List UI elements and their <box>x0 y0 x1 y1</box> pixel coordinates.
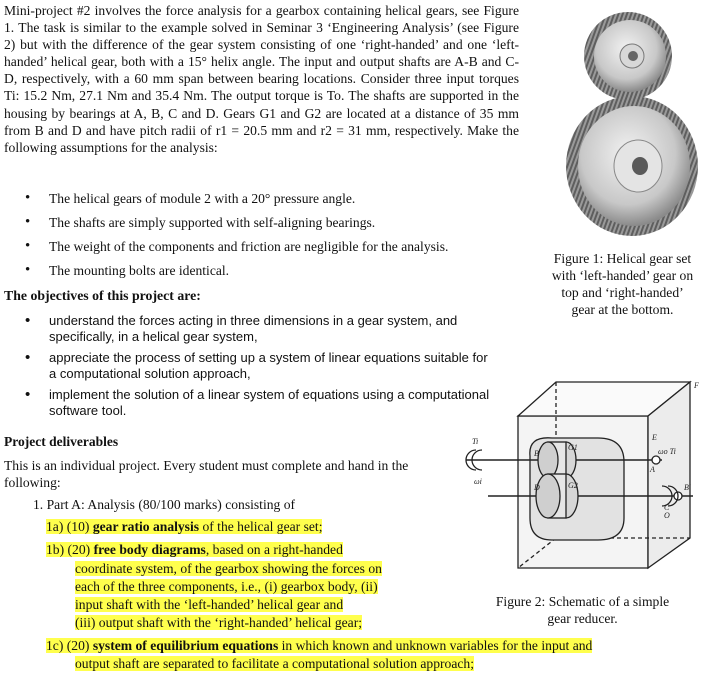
bearing-a <box>652 456 660 464</box>
figure1-caption <box>530 250 715 318</box>
item-1b-number: 1b) (20) <box>46 542 94 557</box>
label-ti: Ti <box>472 437 479 446</box>
list-item: • The shafts are simply supported with self-aligning bearings. <box>4 214 524 238</box>
item-1b-rest: , based on a right-handed <box>205 542 343 557</box>
label-c: C <box>664 503 670 512</box>
item-1b-line3-text: each of the three components, i.e., (i) gearbox body, (ii) <box>75 579 378 594</box>
item-1b-line2-text: coordinate system, of the gearbox showing the forces on <box>75 561 382 576</box>
label-wi: ωi <box>474 477 482 486</box>
intro-paragraph: Mini-project #2 involves the force analysis for a gearbox containing helical gears, see Figure 1. The task is similar to the example solved in Seminar 3 ‘Engineering Analysis’ (see Figure 2) but with the difference of the gear system consisting of one ‘right-handed’ and one ‘left-handed’ helical gear, both with a 15° helix angle. The input and output shafts are A-B and C-D, respectively, with a 60 mm span between bearing locations. Consider three input torques Ti: 15.2 Nm, 27.1 Nm and 35.4 Nm. The output torque is To. The shafts are supported in the housing by bearings at A, B, C and D. Gears G1 and G2 are located at a distance of 35 mm from B and D and have pitch radii of r1 = 20.5 mm and r2 = 31 mm, respectively. Make the following assumptions for the analysis: <box>4 3 519 155</box>
figure1-caption-line: gear at the bottom. <box>571 302 674 317</box>
item-1b-line4 <box>75 596 343 613</box>
item-1a <box>46 518 322 535</box>
item-1b <box>46 541 343 558</box>
top-gear-bore <box>628 51 638 61</box>
deliverables-intro: This is an individual project. Every student must complete and hand in the following: <box>4 458 409 490</box>
label-b: B <box>534 449 539 458</box>
gear-g1-face <box>538 442 558 478</box>
bottom-gear-bore <box>632 157 648 175</box>
figure1-caption-line: with ‘left-handed’ gear on <box>551 268 694 283</box>
item-1a-rest: of the helical gear set; <box>199 519 323 534</box>
list-item: • appreciate the process of setting up a system of linear equations suitable for a computational solution approach, <box>4 350 494 382</box>
list-item: • The helical gears of module 2 with a 20° pressure angle. <box>4 190 524 214</box>
label-d: D <box>534 483 540 492</box>
item-1a-number: 1a) (10) <box>46 519 93 534</box>
label-e: E <box>652 433 657 442</box>
objectives-list <box>4 313 494 424</box>
item-1b-line2 <box>75 560 382 577</box>
figure2-caption-line: gear reducer. <box>547 611 618 626</box>
part-a-item: 1. Part A: Analysis (80/100 marks) consisting of <box>33 497 296 512</box>
item-1b-bold: free body diagrams <box>93 542 206 557</box>
list-item: • implement the solution of a linear system of equations using a computational software tool. <box>4 387 494 419</box>
item-1c-number: 1c) (20) <box>46 638 93 653</box>
assumptions-list <box>4 190 524 286</box>
label-o: O <box>664 511 670 520</box>
figure1-gear-illustration <box>560 8 710 248</box>
figure1-caption-line: Figure 1: Helical gear set <box>553 251 692 266</box>
label-g1: G1 <box>568 443 578 452</box>
item-1b-line4-text: input shaft with the ‘left-handed’ helical gear and <box>75 597 344 612</box>
item-1b-line5-text: (iii) output shaft with the ‘right-handed’ helical gear; <box>75 615 363 630</box>
figure1-caption-line: top and ‘right-handed’ <box>561 285 684 300</box>
list-item: • The mounting bolts are identical. <box>4 262 524 286</box>
item-1b-line3 <box>75 578 378 595</box>
item-1a-bold: gear ratio analysis <box>92 519 200 534</box>
gear-g2-face <box>536 474 560 518</box>
label-g2: G2 <box>568 481 578 490</box>
item-1b-line5 <box>75 614 362 631</box>
objectives-heading: The objectives of this project are: <box>4 288 201 303</box>
deliverables-heading: Project deliverables <box>4 434 119 449</box>
item-1c-line2-text: output shaft are separated to facilitate a computational solution approach; <box>75 656 474 671</box>
label-f: F <box>694 381 699 390</box>
figure2-caption-line: Figure 2: Schematic of a simple <box>495 594 670 609</box>
figure2-caption <box>465 593 700 627</box>
list-item: • understand the forces acting in three dimensions in a gear system, and specifically, in a helical gear system, <box>4 313 494 345</box>
item-1c-bold: system of equilibrium equations <box>92 638 279 653</box>
figure2-gear-reducer-schematic <box>448 378 716 590</box>
list-item: • The weight of the components and friction are negligible for the analysis. <box>4 238 524 262</box>
item-1c <box>46 637 592 654</box>
label-a: A <box>650 465 655 474</box>
label-b-prime: B' <box>684 483 691 492</box>
label-wo-to: ωo Ti <box>658 447 676 456</box>
item-1c-rest: in which known and unknown variables for the input and <box>278 638 593 653</box>
item-1c-line2 <box>75 655 474 672</box>
